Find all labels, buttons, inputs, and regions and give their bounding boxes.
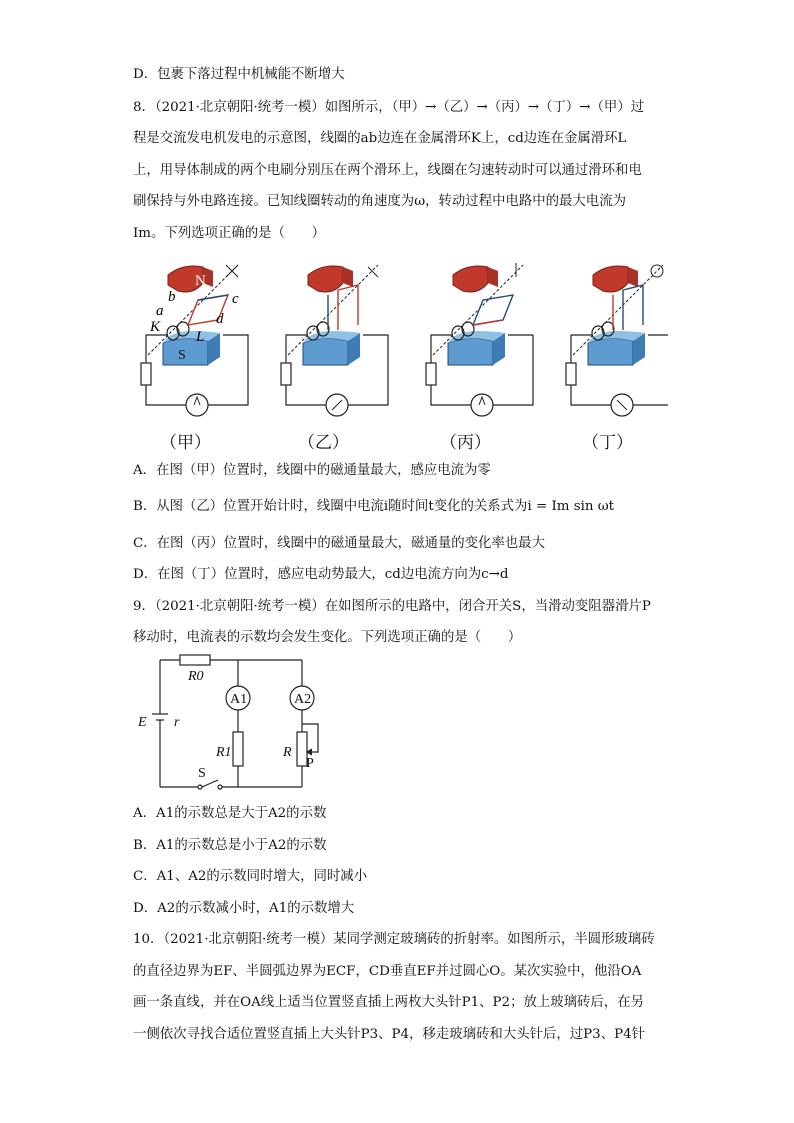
q9-option-c: C．A1、A2的示数同时增大，同时减小: [133, 869, 368, 884]
label-s-jia: S: [178, 348, 186, 363]
label-a-jia: a: [156, 303, 164, 319]
q8-option-c: C．在图（丙）位置时，线圈中的磁通量最大，磁通量的变化率也最大: [133, 536, 545, 551]
label-l-jia: L: [196, 329, 205, 345]
label-c-jia: c: [232, 291, 239, 307]
prev-option-d: D．包裹下落过程中机械能不断增大: [133, 67, 345, 82]
q9-line-1: 9．（2021·北京朝阳·统考一模）在如图所示的电路中，闭合开关S，当滑动变阻器滑片P: [133, 599, 651, 614]
q9-option-a: A．A1的示数总是大于A2的示数: [133, 806, 327, 821]
q9-option-d: D．A2的示数减小时，A1的示数增大: [133, 901, 355, 916]
q10-line-1: 10．（2021·北京朝阳·统考一模）某同学测定玻璃砖的折射率。如图所示，半圆形玻璃砖: [133, 932, 655, 947]
q8-line-4: 刷保持与外电路连接。已知线圈转动的角速度为ω，转动过程中电路中的最大电流为: [133, 194, 626, 209]
circuit-figure: [130, 652, 340, 794]
q8-option-b: B．从图（乙）位置开始计时，线圈中电流i随时间t变化的关系式为i = Im sin ωt: [133, 499, 615, 514]
q8-option-d: D．在图（丁）位置时，感应电动势最大，cd边电流方向为c→d: [133, 567, 509, 582]
caption-yi: （乙）: [298, 433, 349, 453]
label-r0: R0: [188, 669, 204, 684]
label-n-jia: N: [195, 273, 206, 289]
generator-ding: [566, 265, 668, 416]
q8-option-a: A．在图（甲）位置时，线圈中的磁通量最大，感应电流为零: [133, 463, 491, 478]
generator-yi: [281, 265, 388, 416]
generator-bing: [426, 263, 533, 416]
label-r: r: [174, 715, 180, 730]
label-a2: A2: [294, 692, 312, 707]
generator-figure: [128, 255, 668, 420]
label-p: P: [306, 756, 314, 771]
q8-line-2: 程是交流发电机发电的示意图，线圈的ab边连在金属滑环K上，cd边连在金属滑环L: [133, 131, 627, 146]
label-r1: R1: [216, 745, 232, 760]
q8-line-3: 上，用导体制成的两个电刷分别压在两个滑环上，线圈在匀速转动时可以通过滑环和电: [133, 163, 642, 178]
label-e: E: [138, 715, 147, 730]
caption-jia: （甲）: [160, 433, 211, 453]
label-rr: R: [283, 745, 292, 760]
q10-line-2: 的直径边界为EF、半圆弧边界为ECF，CD垂直EF并过圆心O。某次实验中，他沿OA: [133, 964, 642, 979]
q8-line-1: 8．（2021·北京朝阳·统考一模）如图所示，（甲）→（乙）→（丙）→（丁）→（甲）过: [133, 100, 645, 115]
label-a1: A1: [230, 692, 248, 707]
label-d-jia: d: [216, 311, 224, 327]
q10-line-3: 画一条直线，并在OA线上适当位置竖直插上两枚大头针P1、P2；放上玻璃砖后，在另: [133, 995, 644, 1010]
label-k-jia: K: [150, 319, 161, 335]
q9-line-2: 移动时，电流表的示数均会发生变化。下列选项正确的是（ ）: [133, 630, 522, 645]
caption-bing: （丙）: [440, 433, 491, 453]
label-s: S: [198, 766, 206, 781]
q9-option-b: B．A1的示数总是小于A2的示数: [133, 838, 327, 853]
caption-ding: （丁）: [582, 433, 633, 453]
q10-line-4: 一侧依次寻找合适位置竖直插上大头针P3、P4，移走玻璃砖和大头针后，过P3、P4针: [133, 1027, 646, 1042]
label-b-jia: b: [168, 289, 176, 305]
q8-line-5: Im。下列选项正确的是（ ）: [133, 226, 326, 241]
